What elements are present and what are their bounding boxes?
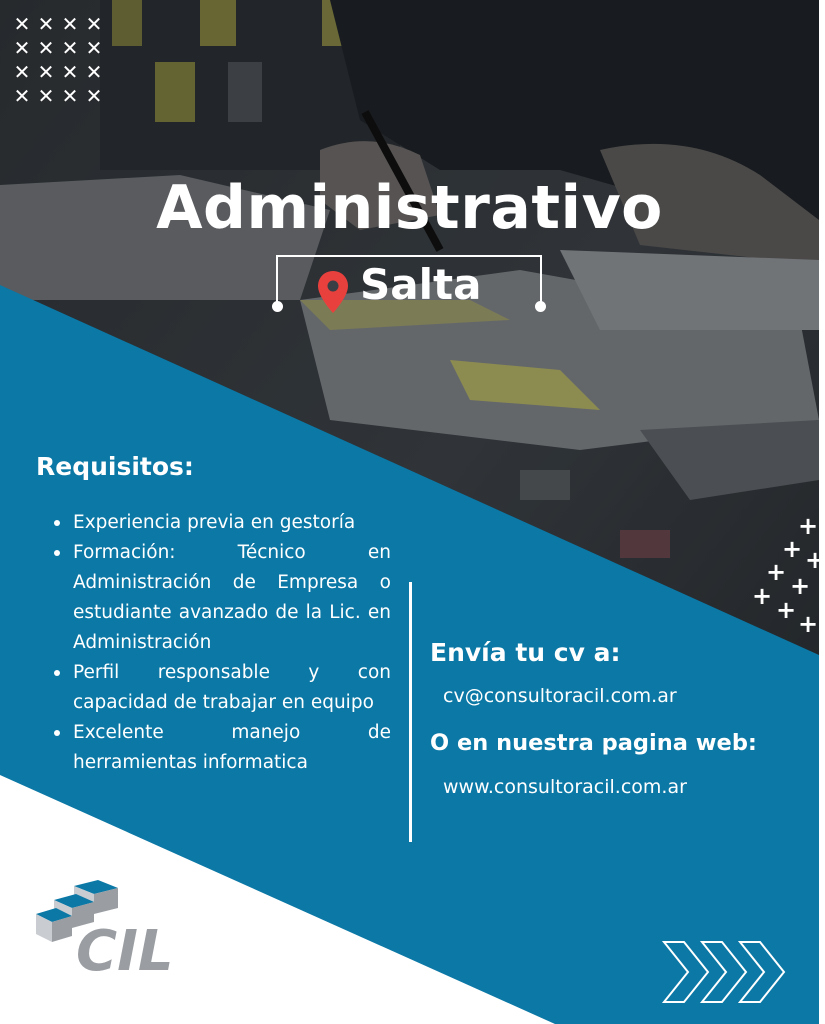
cil-logo [36,878,206,984]
location-pin-icon [316,270,350,314]
list-item: Experiencia previa en gestoría [73,508,391,538]
send-cv-title: Envía tu cv a: [430,638,621,667]
website-link[interactable]: www.consultoracil.com.ar [443,776,687,798]
chevrons-right-icon [662,940,786,1004]
job-location: Salta [360,260,482,309]
email-link[interactable]: cv@consultoracil.com.ar [443,685,677,707]
list-item: Excelente manejo de herramientas informatica [73,718,391,778]
job-title: Administrativo [156,173,663,243]
svg-text:CIL: CIL [76,919,174,984]
requirements-title: Requisitos: [36,452,194,481]
vertical-divider [409,582,412,842]
requirements-list [73,508,391,778]
list-item: Perfil responsable y con capacidad de trabajar en equipo [73,658,391,718]
job-flyer: ✕ ✕ ✕ ✕ ✕ ✕ ✕ ✕ ✕ ✕ ✕ ✕ ✕ ✕ ✕ ✕ + + + + + + + + Administrativo Salta Requisitos: Experiencia previa en gestoría Formación: Técnico en Administración de Empresa o estudiante avanzado de la Lic. en Administración Perfil responsable y con capacidad de trabajar en equipo Excelente manejo de herramientas informatica Envía tu cv a: cv@consultoracil.com.ar O en nuestra pagina web: www.consultoracil.com.ar CIL [0,0,819,1024]
list-item: Formación: Técnico en Administración de Empresa o estudiante avanzado de la Lic. en Administración [73,538,391,658]
cross-pattern-icon: ✕ ✕ ✕ ✕ ✕ ✕ ✕ ✕ ✕ ✕ ✕ ✕ ✕ ✕ ✕ ✕ [13,12,103,108]
website-title: O en nuestra pagina web: [430,730,757,756]
